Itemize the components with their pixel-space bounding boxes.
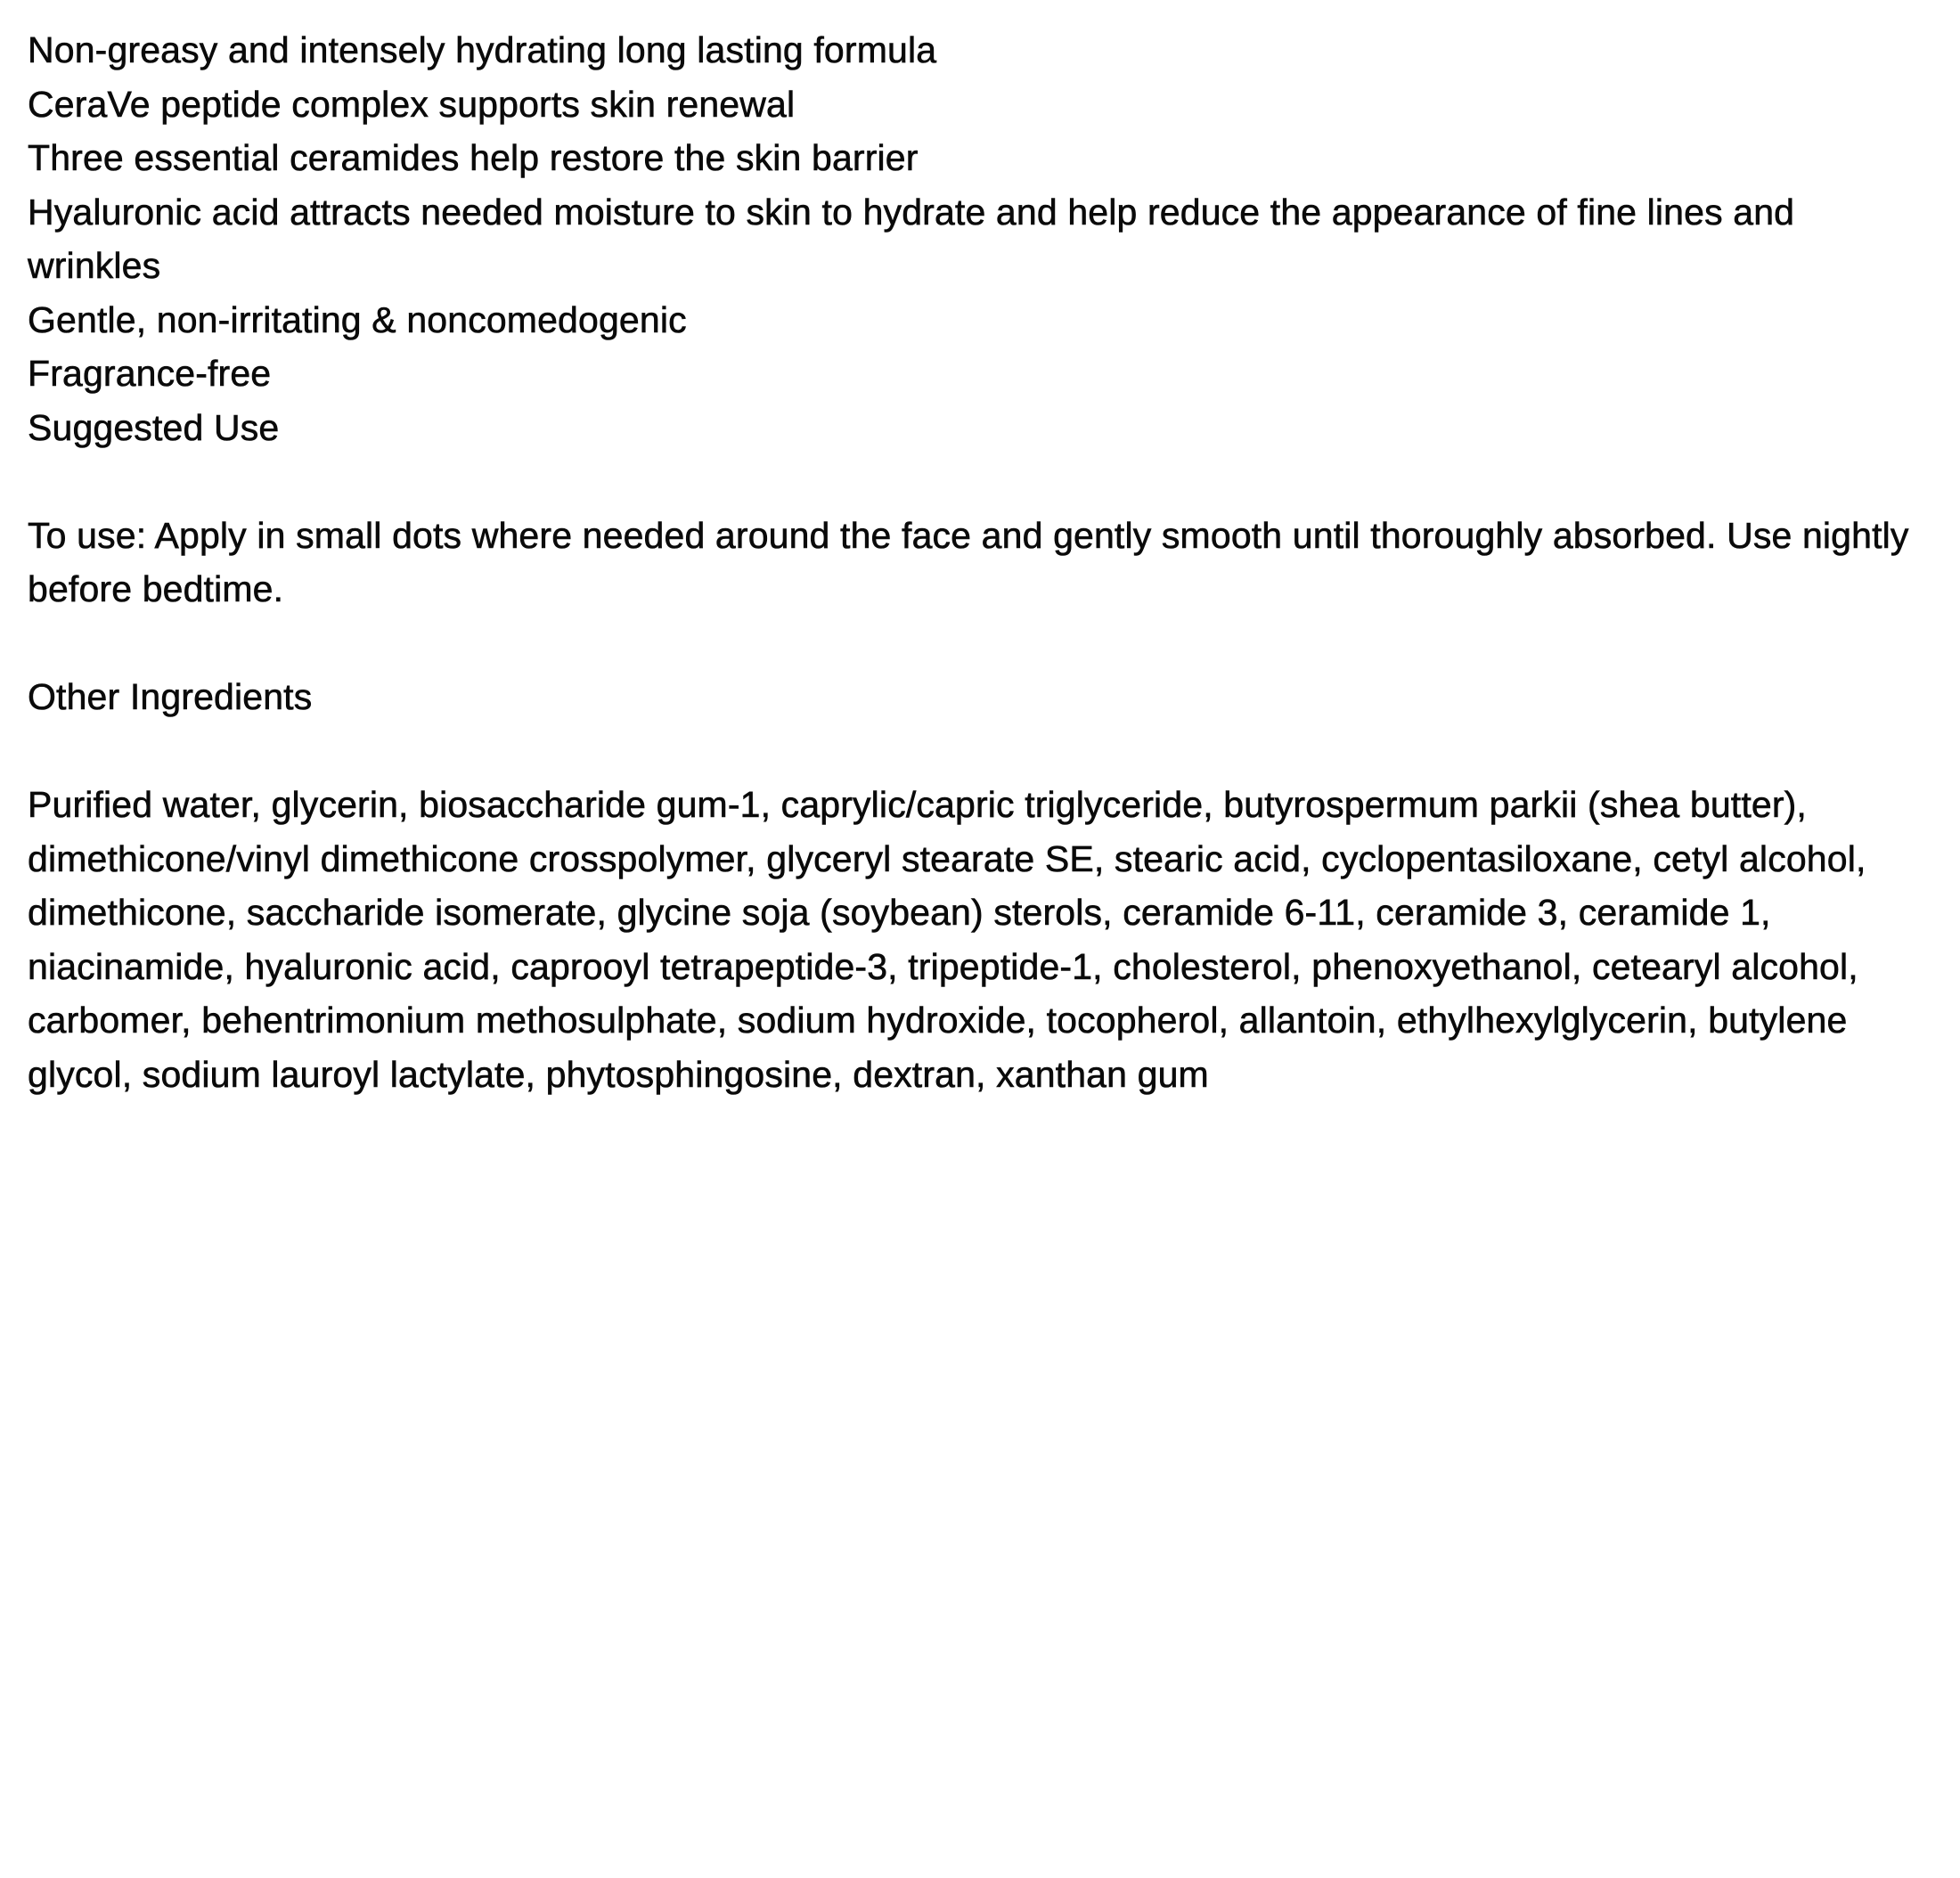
feature-line: Three essential ceramides help restore the skin barrier [28, 137, 919, 178]
product-description [28, 23, 1934, 1101]
suggested-use-heading: Suggested Use [28, 406, 280, 448]
feature-line: CeraVe peptide complex supports skin renewal [28, 83, 796, 125]
feature-line: Hyaluronic acid attracts needed moisture to skin to hydrate and help reduce the appearance of fine lines and wrinkles [28, 191, 1795, 286]
other-ingredients-heading: Other Ingredients [28, 676, 313, 717]
spacer [28, 454, 1934, 509]
feature-line: Non-greasy and intensely hydrating long lasting formula [28, 29, 937, 70]
feature-line: Fragrance-free [28, 353, 272, 394]
suggested-use-text: To use: Apply in small dots where needed around the face and gently smooth until thoroughly absorbed. Use nightly before bedtime. [28, 514, 1909, 609]
feature-line: Gentle, non-irritating & noncomedogenic [28, 298, 687, 340]
ingredients-list: Purified water, glycerin, biosaccharide gum-1, caprylic/capric triglyceride, butyrospermum parkii (shea butter), dimethicone/vinyl dimethicone crosspolymer, glyceryl stearate SE, stearic acid, cyclopentasiloxane, cetyl alcohol, dimethicone, saccharide isomerate, glycine soja (soybean) sterols, ceramide 6-11, ceramide 3, ceramide 1, niacinamide, hyaluronic acid, caprooyl tetrapeptide-3, tripeptide-1, cholesterol, phenoxyethanol, cetearyl alcohol, carbomer, behentrimonium methosulphate, sodium hydroxide, tocopherol, allantoin, ethylhexylglycerin, butylene glycol, sodium lauroyl lactylate, phytosphingosine, dextran, xanthan gum [28, 784, 1866, 1095]
spacer [28, 616, 1934, 671]
spacer [28, 724, 1934, 779]
